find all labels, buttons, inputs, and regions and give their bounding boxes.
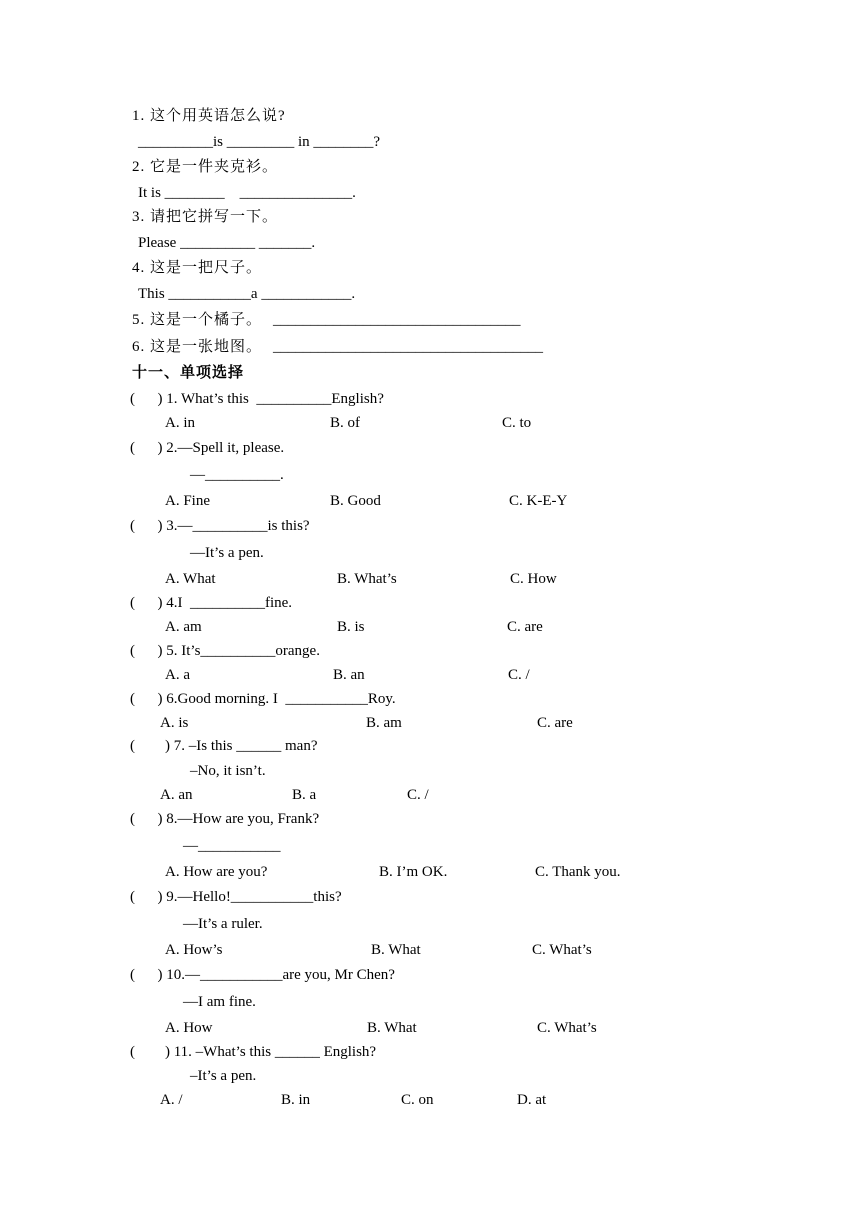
translation-prompt-1: 1. 这个用英语怎么说? (132, 108, 286, 124)
q6-option-c: C. are (537, 715, 573, 731)
q1-option-b: B. of (330, 415, 360, 431)
question-11-stem: ( ) 11. –What’s this ______ English? (130, 1044, 377, 1060)
q7-option-c: C. / (407, 787, 429, 803)
question-11-followup: –It’s a pen. (190, 1068, 257, 1084)
q4-option-c: C. are (507, 619, 543, 635)
q8-option-c: C. Thank you. (535, 864, 621, 880)
q5-option-c: C. / (508, 667, 530, 683)
q3-option-a: A. What (165, 571, 216, 587)
translation-answer-1: __________is _________ in ________? (138, 134, 381, 150)
question-3-followup: —It’s a pen. (190, 545, 264, 561)
q8-option-b: B. I’m OK. (379, 864, 448, 880)
q6-option-b: B. am (366, 715, 402, 731)
q11-option-a: A. / (160, 1092, 183, 1108)
section-title: 十一、单项选择 (132, 365, 245, 381)
question-3-stem: ( ) 3.—__________is this? (130, 518, 310, 534)
q3-option-c: C. How (510, 571, 557, 587)
q4-option-a: A. am (165, 619, 202, 635)
question-8-followup: —___________ (183, 838, 281, 854)
translation-answer-4: This ___________a ____________. (138, 286, 356, 302)
q11-option-d: D. at (517, 1092, 547, 1108)
q11-option-c: C. on (401, 1092, 434, 1108)
question-7-followup: –No, it isn’t. (190, 763, 266, 779)
translation-prompt-4: 4. 这是一把尺子。 (132, 260, 263, 276)
q7-option-b: B. a (292, 787, 317, 803)
question-5-stem: ( ) 5. It’s__________orange. (130, 643, 320, 659)
translation-answer-6: ____________________________________ (273, 339, 543, 355)
translation-answer-3: Please __________ _______. (138, 235, 316, 251)
q8-option-a: A. How are you? (165, 864, 268, 880)
question-7-stem: ( ) 7. –Is this ______ man? (130, 738, 318, 754)
q5-option-b: B. an (333, 667, 365, 683)
q9-option-a: A. How’s (165, 942, 223, 958)
translation-answer-5: _________________________________ (273, 312, 521, 328)
q1-option-c: C. to (502, 415, 532, 431)
q6-option-a: A. is (160, 715, 189, 731)
q5-option-a: A. a (165, 667, 190, 683)
question-4-stem: ( ) 4.I __________fine. (130, 595, 293, 611)
question-9-stem: ( ) 9.—Hello!___________this? (130, 889, 342, 905)
question-8-stem: ( ) 8.—How are you, Frank? (130, 811, 320, 827)
question-1-stem: ( ) 1. What’s this __________English? (130, 391, 384, 407)
q10-option-b: B. What (367, 1020, 417, 1036)
q9-option-c: C. What’s (532, 942, 592, 958)
q3-option-b: B. What’s (337, 571, 397, 587)
question-10-followup: —I am fine. (183, 994, 256, 1010)
q4-option-b: B. is (337, 619, 365, 635)
question-2-stem: ( ) 2.—Spell it, please. (130, 440, 285, 456)
question-9-followup: —It’s a ruler. (183, 916, 263, 932)
q10-option-c: C. What’s (537, 1020, 597, 1036)
translation-prompt-2: 2. 它是一件夹克衫。 (132, 159, 279, 175)
question-10-stem: ( ) 10.—___________are you, Mr Chen? (130, 967, 395, 983)
q9-option-b: B. What (371, 942, 421, 958)
q2-option-b: B. Good (330, 493, 381, 509)
translation-answer-2: It is ________ _______________. (138, 185, 356, 201)
question-6-stem: ( ) 6.Good morning. I ___________Roy. (130, 691, 396, 707)
q7-option-a: A. an (160, 787, 193, 803)
question-2-followup: —__________. (190, 467, 284, 483)
translation-prompt-3: 3. 请把它拼写一下。 (132, 209, 279, 225)
q11-option-b: B. in (281, 1092, 311, 1108)
q10-option-a: A. How (165, 1020, 213, 1036)
translation-prompt-6: 6. 这是一张地图。 (132, 339, 263, 355)
translation-prompt-5: 5. 这是一个橘子。 (132, 312, 263, 328)
q2-option-a: A. Fine (165, 493, 210, 509)
q2-option-c: C. K-E-Y (509, 493, 568, 509)
q1-option-a: A. in (165, 415, 195, 431)
